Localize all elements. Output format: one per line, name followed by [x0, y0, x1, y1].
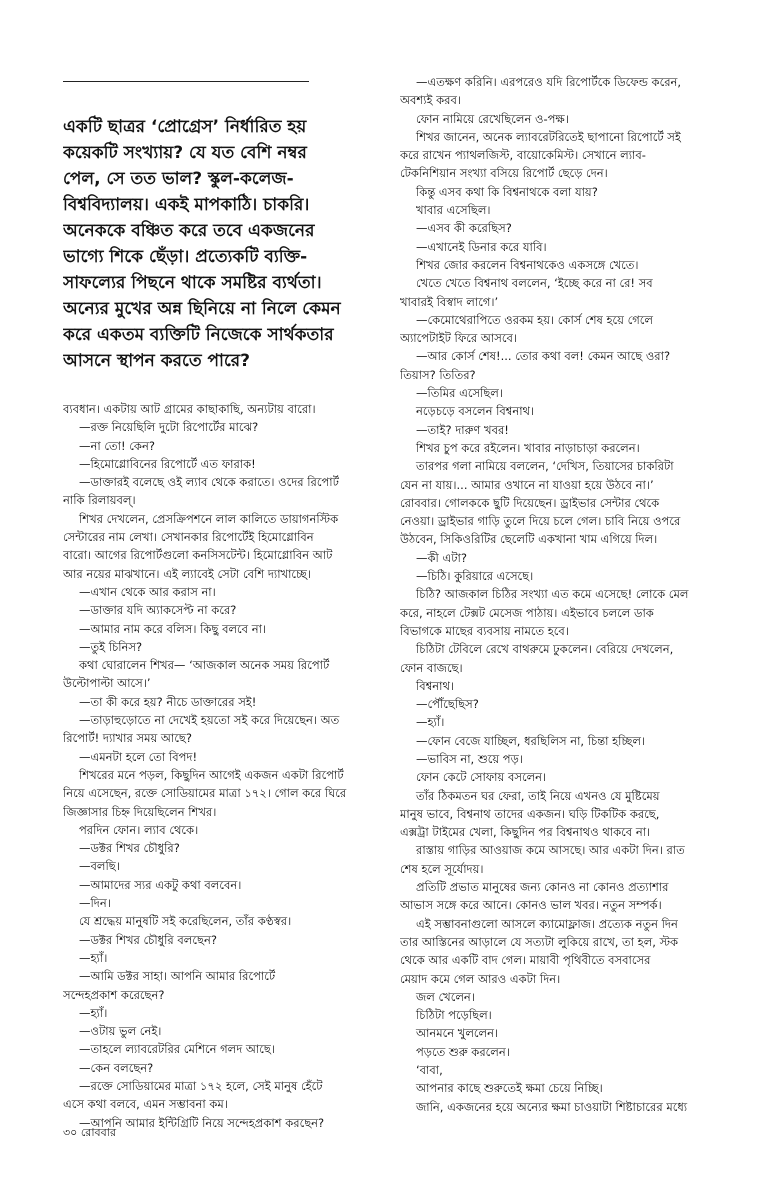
text-line: শিখরের মনে পড়ল, কিছুদিন আগেই একজন একটা রিপোর্ট: [79, 767, 344, 782]
text-line: বারো। আগের রিপোর্টগুলো কনসিসটেন্ট। হিমোগ্লোবিন আট: [63, 548, 333, 563]
text-line: —তিমির এসেছিল।: [416, 386, 503, 401]
text-line: এই সম্ভাবনাগুলো আসলে ক্যামোফ্লাজ। প্রত্যেক নতুন দিন: [416, 916, 678, 931]
text-line: বিশ্বনাথ।: [416, 678, 455, 693]
text-line: চিঠিটা পড়েছিল।: [416, 1008, 492, 1023]
text-line: আপনার কাছে শুরুতেই ক্ষমা চেয়ে নিচ্ছি।: [416, 1081, 603, 1096]
text-line: তারপর গলা নামিয়ে বললেন, ‘দেখিস, তিয়াসের চাকরিটা: [416, 459, 674, 474]
text-line: —এতক্ষণ করিনি। এরপরেও যদি রিপোর্টকে ডিফেন্ড করেন,: [416, 75, 682, 89]
text-line: এসে কথা বলবে, এমন সম্ভাবনা কম।: [63, 1097, 228, 1112]
text-line: তাঁর ঠিকমতন ঘর ফেরা, তাই নিয়ে এখনও যে মুষ্টিমেয়: [416, 788, 660, 803]
text-line: নাকি রিলায়বল্‌।: [63, 493, 136, 508]
text-line: শিখর জানেন, অনেক ল্যাবরেটরিতেই ছাপানো রিপোর্টে সই: [416, 129, 681, 144]
pull-quote-line: কয়েকটি সংখ্যায়? যে যত বেশি নম্বর: [63, 143, 307, 163]
body-column-left: [63, 400, 385, 1132]
text-line: নড়েচড়ে বসলেন বিশ্বনাথ।: [416, 404, 535, 419]
text-line: —এমনটা হলে তো বিপদ!: [79, 749, 198, 764]
text-line: মেয়াদ কমে গেল আরও একটা দিন।: [400, 971, 561, 986]
text-line: বিভাগকে মাছের ব্যবসায় নামতে হবে।: [400, 623, 569, 638]
text-line: করে রাখেন প্যাথলজিস্ট, বায়োকেমিস্ট। সেখানে ল্যাব-: [400, 148, 646, 163]
text-line: জানি, একজনের হয়ে অন্যের ক্ষমা চাওয়াটা শিষ্টাচারের মধ্যে: [416, 1099, 688, 1114]
pull-quote-line: ভাগ্যে শিকে ছেঁড়া। প্রত্যেকটি ব্যক্তি-: [63, 247, 308, 267]
text-line: পরদিন ফোন। ল্যাব থেকে।: [79, 822, 199, 837]
pull-quote-line: আসনে স্থাপন করতে পারে?: [63, 351, 251, 371]
text-line: —ডাক্তারই বলেছে ওই ল্যাব থেকে করাতে। ওদের রিপোর্ট: [79, 475, 339, 490]
text-line: নিয়ে এসেছেন, রক্তে সোডিয়ামের মাত্রা ১৭২। গোল করে ঘিরে: [63, 786, 347, 801]
text-line: তার আস্তিনের আড়ালে যে সত্যটা লুকিয়ে রাখে, তা হল, স্টক: [400, 934, 679, 949]
text-line: থেকে আর একটি বাদ গেল। মায়াবী পৃথিবীতে বসবাসের: [400, 953, 651, 968]
text-line: যে শ্রদ্ধেয় মানুষটি সই করেছিলেন, তাঁর কণ্ঠস্বর।: [79, 914, 292, 929]
text-line: —ডক্টর শিখর চৌধুরি বলছেন?: [79, 932, 217, 947]
text-line: ফোন বাজছে।: [400, 660, 463, 675]
text-line: —তুই চিনিস?: [79, 639, 143, 654]
pull-quote-line: পেল, সে তত ভাল? স্কুল-কলেজ-: [63, 169, 294, 189]
text-line: —হ্যাঁ।: [79, 950, 108, 965]
text-line: পড়তে শুরু করলেন।: [416, 1044, 510, 1059]
page-footer: [63, 1124, 116, 1143]
body-column-right: [400, 73, 730, 1116]
text-line: শেষ হলে সূর্যোদয়।: [400, 861, 484, 876]
text-line: —আমাদের স্যর একটু কথা বলবেন।: [79, 877, 242, 892]
text-line: —তাহলে ল্যাবরেটরির মেশিনে গলদ আছে।: [79, 1042, 276, 1057]
text-line: —ফোন বেজে যাচ্ছিল, ধরছিলিস না, চিন্তা হচ্ছিল।: [416, 733, 646, 748]
text-line: রোববার। গোলককে ছুটি দিয়েছেন। ড্রাইভার সেন্টার থেকে: [400, 495, 660, 510]
pull-quote: [63, 114, 381, 374]
text-line: মানুষ ভাবে, বিশ্বনাথ তাদের একজন। ঘড়ি টিকটিক করছে,: [400, 806, 660, 821]
text-line: শিখর চুপ করে রইলেন। খাবার নাড়াচাড়া করলেন।: [416, 440, 640, 455]
text-line: —কেমোথেরাপিতে ওরকম হয়। কোর্স শেষ হয়ে গেলে: [416, 312, 653, 327]
text-line: উঠবেন, সিকিওরিটির ছেলেটি একখানা খাম এগিয়ে দিল।: [400, 532, 658, 547]
text-line: প্রতিটি প্রভাত মানুষের জন্য কোনও না কোনও প্রত্যাশার: [416, 880, 669, 895]
text-line: নেওয়া। ড্রাইভার গাড়ি তুলে দিয়ে চলে গেল। চাবি নিয়ে ওপরে: [400, 514, 681, 529]
text-line: ফোন কেটে সোফায় বসলেন।: [416, 770, 547, 785]
text-line: —এসব কী করেছিস?: [416, 221, 512, 236]
text-line: খাবারই বিস্বাদ লাগে।’: [400, 294, 499, 309]
text-line: —কেন বলছেন?: [79, 1060, 154, 1075]
text-line: শিখর দেখলেন, প্রেসক্রিপশনে লাল কালিতে ডায়াগনস্টিক: [79, 511, 339, 526]
text-line: জিজ্ঞাসার চিহ্ন দিয়েছিলেন শিখর।: [63, 804, 217, 819]
pull-quote-line: অনেককে বঞ্চিত করে তবে একজনের: [63, 221, 315, 241]
text-line: —পৌঁছেছিস?: [416, 697, 479, 712]
page-number: ৩০: [63, 1126, 78, 1139]
text-line: এক্সট্রা টাইমের খেলা, কিছুদিন পর বিশ্বনাথও থাকবে না।: [400, 825, 651, 840]
pull-quote-rule: [63, 81, 309, 82]
text-line: ‘বাবা,: [416, 1063, 443, 1078]
text-line: রাস্তায় গাড়ির আওয়াজ কমে আসছে। আর একটা দিন। রাত: [416, 843, 685, 858]
text-line: টেকনিশিয়ান সংখ্যা বসিয়ে রিপোর্ট ছেড়ে দেন।: [400, 166, 608, 181]
magazine-name: রোববার: [80, 1126, 117, 1139]
text-line: —তা কী করে হয়? নীচে ডাক্তারের সই!: [79, 694, 257, 709]
pull-quote-line: একটি ছাত্রর ‘প্রোগ্রেস’ নির্ধারিত হয়: [63, 117, 307, 137]
text-line: —আমার নাম করে বলিস। কিছু বলবে না।: [79, 621, 267, 636]
text-line: যেন না যায়।... আমার ওখানে না যাওয়া হয়ে উঠবে না।’: [400, 477, 654, 492]
text-line: খাবার এসেছিল।: [416, 203, 491, 218]
text-line: ফোন নামিয়ে রেখেছিলেন ও-পক্ষ।: [416, 111, 569, 126]
pull-quote-line: সাফল্যের পিছনে থাকে সমষ্টির ব্যর্থতা।: [63, 273, 322, 293]
text-line: —রক্ত নিয়েছিলি দুটো রিপোর্টের মাঝে?: [79, 420, 259, 435]
text-line: —না তো! কেন?: [79, 438, 155, 453]
text-line: উল্টোপাল্টা আসে।’: [63, 676, 151, 691]
text-line: আনমনে খুললেন।: [416, 1026, 499, 1041]
text-line: সন্দেহপ্রকাশ করেছেন?: [63, 987, 165, 1002]
text-line: —রক্তে সোডিয়ামের মাত্রা ১৭২ হলে, সেই মানুষ হেঁটে: [79, 1078, 323, 1093]
text-line: —কী এটা?: [416, 550, 467, 565]
text-line: —আর কোর্স শেষ!... তোর কথা বল! কেমন আছে ওরা?: [416, 349, 671, 364]
text-line: —তাড়াহুড়োতে না দেখেই হয়তো সই করে দিয়েছেন। অত: [79, 713, 340, 728]
text-line: —ডক্টর শিখর চৌধুরি?: [79, 841, 180, 856]
text-line: —এখানেই ডিনার করে যাবি।: [416, 239, 547, 254]
text-line: কথা ঘোরালেন শিখর— ‘আজকাল অনেক সময় রিপোর্ট: [79, 658, 330, 673]
text-line: আভাস সঙ্গে করে আনে। কোনও ভাল খবর। নতুন সম্পর্ক।: [400, 898, 662, 913]
text-line: —ভাবিস না, শুয়ে পড়।: [416, 751, 523, 766]
text-line: অবশ্যই করব।: [400, 93, 462, 108]
text-line: রিপোর্ট! দ্যাখার সময় আছে?: [63, 731, 193, 746]
text-line: —হ্যাঁ।: [416, 715, 445, 730]
text-line: ব্যবধান। একটায় আট গ্রামের কাছাকাছি, অন্যটায় বারো।: [63, 402, 316, 416]
text-line: —ওটায় ভুল নেই।: [79, 1024, 162, 1039]
text-line: —আপনি আমার ইন্টিগ্রিটি নিয়ে সন্দেহপ্রকাশ করছেন?: [79, 1115, 325, 1130]
text-line: আর নয়ের মাঝখানে। এই ল্যাবেই সেটা বেশি দ্যাখাচ্ছে।: [63, 566, 312, 581]
pull-quote-line: করে একতম ব্যক্তিটি নিজেকে সার্থকতার: [63, 325, 334, 345]
text-line: করে, নাহলে টেক্সট মেসেজ পাঠায়। এইভাবে চললে ডাক: [400, 605, 654, 620]
text-line: চিঠি? আজকাল চিঠির সংখ্যা এত কমে এসেছে! লোকে মেল: [416, 587, 689, 602]
text-line: খেতে খেতে বিশ্বনাথ বললেন, ‘ইচ্ছে করে না রে! সব: [416, 276, 653, 291]
text-line: চিঠিটা টেবিলে রেখে বাথরুমে ঢুকলেন। বেরিয়ে দেখলেন,: [416, 642, 674, 657]
text-line: —আমি ডক্টর সাহা। আপনি আমার রিপোর্টে: [79, 969, 276, 984]
text-line: শিখর জোর করলেন বিশ্বনাথকেও একসঙ্গে খেতে।: [416, 257, 639, 272]
text-line: তিয়াস? তিতির?: [400, 367, 476, 382]
text-line: —হ্যাঁ।: [79, 1005, 108, 1020]
text-line: —হিমোগ্লোবিনের রিপোর্টে এত ফারাক!: [79, 456, 256, 471]
text-line: —ডাক্তার যদি অ্যাকসেপ্ট না করে?: [79, 603, 237, 618]
text-line: সেন্টারের নাম লেখা। সেখানকার রিপোর্টেই হিমোগ্লোবিন: [63, 530, 314, 545]
text-line: জল খেলেন।: [416, 989, 475, 1004]
pull-quote-line: অন্যের মুখের অন্ন ছিনিয়ে না নিলে কেমন: [63, 299, 341, 319]
text-line: অ্যাপেটাইট ফিরে আসবে।: [400, 331, 518, 346]
text-line: —চিঠি। কুরিয়ারে এসেছে।: [416, 569, 534, 584]
text-line: কিন্তু এসব কথা কি বিশ্বনাথকে বলা যায়?: [416, 184, 598, 199]
text-line: —বলছি।: [79, 859, 120, 874]
text-line: —দিন।: [79, 896, 111, 911]
text-line: —তাই? দারুণ খবর!: [416, 422, 509, 437]
pull-quote-line: বিশ্ববিদ্যালয়। একই মাপকাঠি। চাকরি।: [63, 195, 310, 215]
text-line: —এখান থেকে আর করাস না।: [79, 584, 216, 599]
